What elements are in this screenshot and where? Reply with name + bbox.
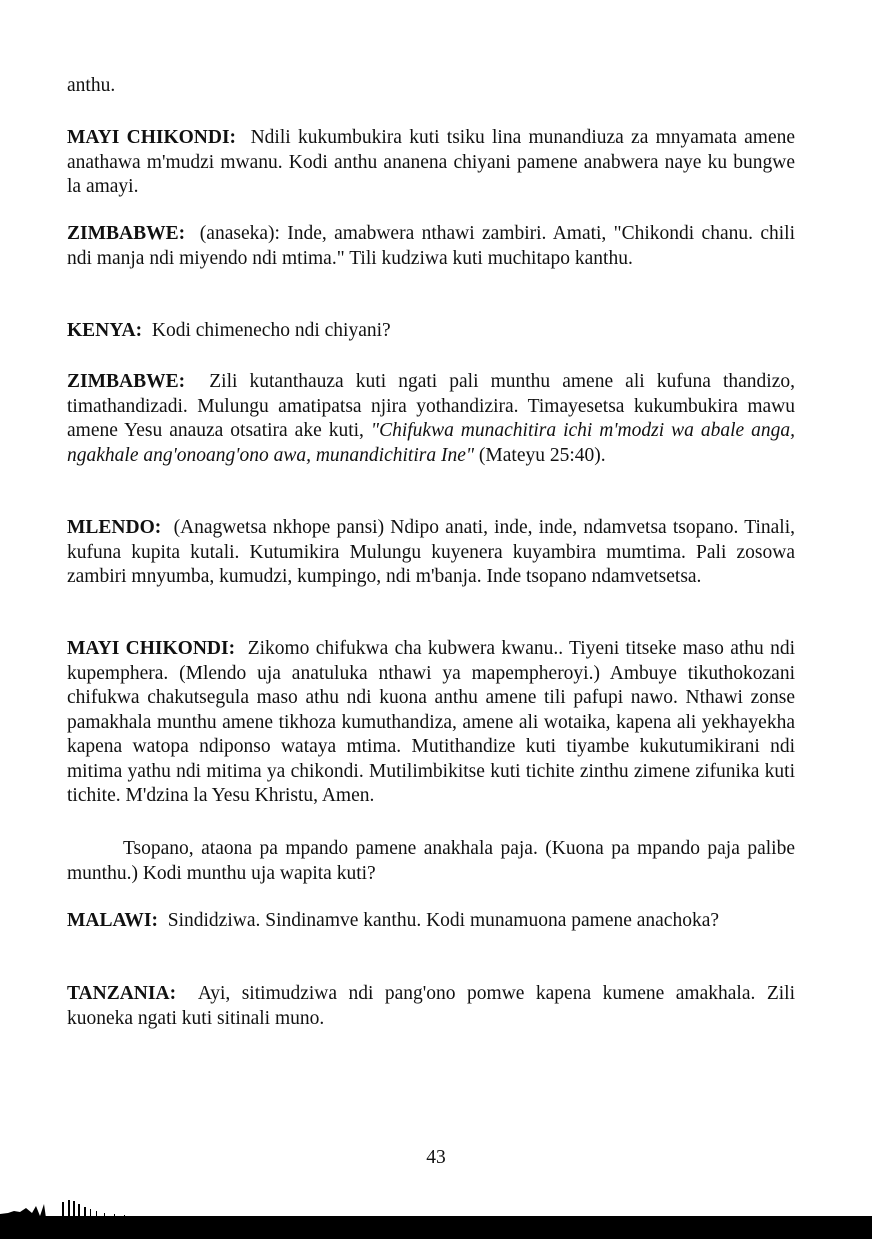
speaker-name: MAYI CHIKONDI: bbox=[67, 638, 236, 659]
paragraph-zimbabwe-2 bbox=[67, 370, 795, 468]
speaker-name: KENYA: bbox=[67, 320, 143, 341]
speaker-name: MAYI CHIKONDI: bbox=[67, 127, 237, 148]
paragraph-text: Zili kutanthauza kuti ngati pali munthu amene ali kufuna thandizo, timathandizadi. Mulungu amatipatsa njira yothandizira. Timayesetsa kukumbukira mawu amene Yesu anauza otsatira ake kuti, bbox=[67, 371, 795, 441]
scan-bottom-bar bbox=[0, 1216, 872, 1239]
paragraph-zimbabwe-1 bbox=[67, 222, 795, 271]
paragraph-text: Kodi chimenecho ndi chiyani? bbox=[151, 320, 391, 341]
paragraph-tanzania bbox=[67, 982, 795, 1031]
bible-quote: "Chifukwa munachitira ichi m'modzi wa abale anga, ngakhale ang'onoang'ono awa, munandichitira Ine" bbox=[67, 420, 796, 466]
paragraph-text: Ayi, sitimudziwa ndi pang'ono pomwe kapena kumene amakhala. Zili kuoneka ngati kuti sitinali muno. bbox=[67, 983, 795, 1029]
paragraph-malawi bbox=[67, 909, 795, 934]
paragraph-text: (anaseka): Inde, amabwera nthawi zambiri. Amati, "Chikondi chanu. chili ndi manja ndi miyendo ndi mtima." Tili kudziwa kuti muchitapo kanthu. bbox=[67, 223, 795, 269]
speaker-name: TANZANIA: bbox=[67, 983, 177, 1004]
speaker-name: ZIMBABWE: bbox=[67, 371, 186, 392]
paragraph-mlendo bbox=[67, 516, 795, 590]
paragraph-text: (Anagwetsa nkhope pansi) Ndipo anati, inde, inde, ndamvetsa tsopano. Tinali, kufuna kupita kutali. Kutumikira Mulungu kuyenera kuyambira mumtima. Pali zosowa zambiri mnyumba, kumudzi, kumpingo, ndi m'banja. Inde tsopano ndamvetsetsa. bbox=[67, 517, 795, 587]
speaker-name: ZIMBABWE: bbox=[67, 223, 186, 244]
paragraph-text: Zikomo chifukwa cha kubwera kwanu.. Tiyeni titseke maso athu ndi kupemphera. (Mlendo uja anatuluka nthawi ya mapempheroyi.) Ambuye tikuthokozani chifukwa chakutsegula maso athu ndi kuona anthu amene tili pafupi nawo. Nthawi zonse pamakhala munthu amene tikhoza kumuthandiza, amene ali wotaika, kapena ali yekhayekha kapena watopa ndiponso wataya mtima. Mutithandize kuti tiyambe kukutumikirani ndi mitima yathu ndi mitima ya chikondi. Mutilimbikitse kuti tichite zinthu zimene zifunika kuti tichite. M'dzina la Yesu Khristu, Amen. bbox=[67, 638, 795, 806]
page-number: 43 bbox=[426, 1147, 446, 1168]
paragraph-mayi-chikondi-1 bbox=[67, 126, 795, 200]
scan-artifact-decoration bbox=[0, 1196, 140, 1218]
speaker-name: MALAWI: bbox=[67, 910, 158, 931]
paragraph-mayi-chikondi-2 bbox=[67, 637, 795, 809]
continuation-line: anthu. bbox=[67, 75, 116, 96]
speaker-name: MLENDO: bbox=[67, 517, 162, 538]
paragraph-text: Sindidziwa. Sindinamve kanthu. Kodi munamuona pamene anachoka? bbox=[167, 910, 720, 931]
paragraph-narration: Tsopano, ataona pa mpando pamene anakhala paja. (Kuona pa mpando paja palibe munthu.) Kodi munthu uja wapita kuti? bbox=[67, 838, 795, 884]
paragraph-kenya bbox=[67, 319, 795, 344]
bible-reference: (Mateyu 25:40). bbox=[478, 444, 606, 466]
paragraph-text: Ndili kukumbukira kuti tsiku lina munandiuza za mnyamata amene anathawa m'mudzi mwanu. Kodi anthu ananena chiyani pamene anabwera naye ku bungwe la amayi. bbox=[67, 127, 795, 197]
